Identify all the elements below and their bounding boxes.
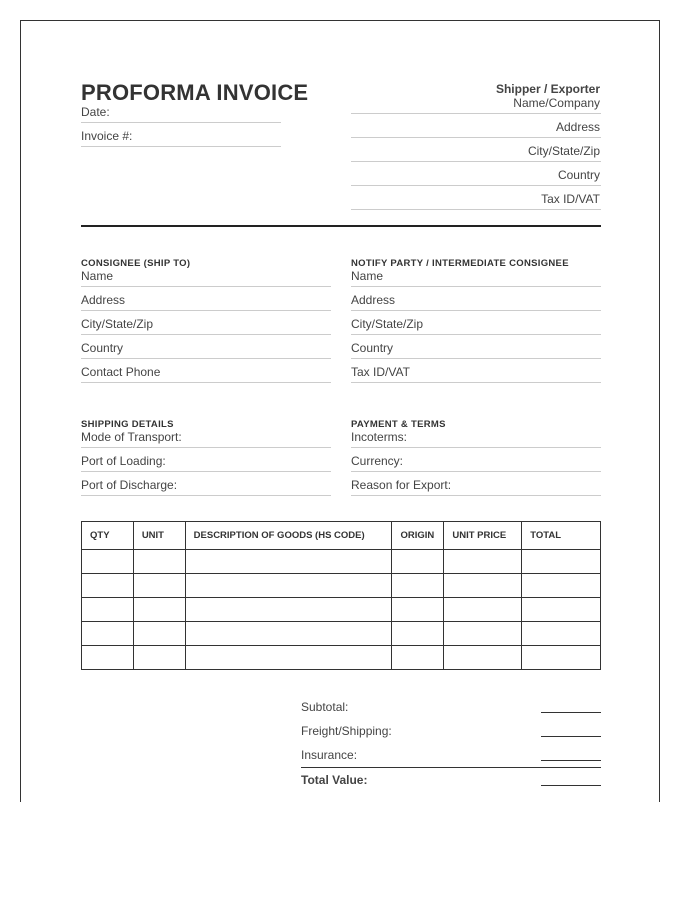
table-cell[interactable] — [522, 598, 601, 622]
consignee-city-label: City/State/Zip — [81, 317, 154, 331]
goods-table-header-row — [82, 522, 601, 550]
table-row — [82, 574, 601, 598]
port-of-loading-line — [81, 471, 331, 472]
table-cell[interactable] — [522, 574, 601, 598]
shipping-details-heading: SHIPPING DETAILS — [81, 419, 174, 430]
table-cell[interactable] — [82, 598, 134, 622]
consignee-city-line — [81, 334, 331, 335]
mode-of-transport-label: Mode of Transport: — [81, 430, 182, 444]
header-divider — [81, 225, 601, 227]
table-cell[interactable] — [82, 622, 134, 646]
table-cell[interactable] — [133, 574, 185, 598]
table-cell[interactable] — [133, 622, 185, 646]
shipper-country-line — [351, 185, 601, 186]
currency-line — [351, 471, 601, 472]
subtotal-label: Subtotal: — [301, 700, 349, 714]
table-cell[interactable] — [444, 550, 522, 574]
notify-country-label: Country — [351, 341, 394, 355]
table-cell[interactable] — [185, 598, 392, 622]
table-cell[interactable] — [444, 622, 522, 646]
table-cell[interactable] — [522, 622, 601, 646]
incoterms-line — [351, 447, 601, 448]
table-cell[interactable] — [392, 646, 444, 670]
table-cell[interactable] — [444, 574, 522, 598]
table-cell[interactable] — [82, 550, 134, 574]
column-header-description: DESCRIPTION OF GOODS (HS CODE) — [185, 522, 392, 550]
table-cell[interactable] — [82, 646, 134, 670]
table-cell[interactable] — [392, 598, 444, 622]
table-cell[interactable] — [133, 550, 185, 574]
incoterms-label: Incoterms: — [351, 430, 408, 444]
port-of-loading-label: Port of Loading: — [81, 454, 166, 468]
notify-name-line — [351, 286, 601, 287]
port-of-discharge-label: Port of Discharge: — [81, 478, 178, 492]
total-value-label: Total Value: — [301, 773, 368, 787]
consignee-address-label: Address — [81, 293, 126, 307]
shipper-name-label: Name/Company — [513, 96, 600, 110]
shipper-address-line — [351, 137, 601, 138]
payment-terms-heading: PAYMENT & TERMS — [351, 419, 446, 430]
consignee-name-label: Name — [81, 269, 114, 283]
shipper-name-line — [351, 113, 601, 114]
subtotal-line[interactable] — [541, 712, 601, 713]
consignee-phone-line — [81, 382, 331, 383]
table-cell[interactable] — [185, 574, 392, 598]
notify-city-line — [351, 334, 601, 335]
invoice-number-label: Invoice #: — [81, 129, 133, 143]
totals-divider — [301, 767, 601, 768]
table-cell[interactable] — [185, 550, 392, 574]
table-cell[interactable] — [444, 646, 522, 670]
freight-shipping-line[interactable] — [541, 736, 601, 737]
shipper-taxid-label: Tax ID/VAT — [541, 192, 600, 206]
table-cell[interactable] — [392, 622, 444, 646]
table-cell[interactable] — [133, 646, 185, 670]
table-cell[interactable] — [133, 598, 185, 622]
goods-table — [81, 521, 601, 670]
table-cell[interactable] — [522, 550, 601, 574]
column-header-qty: QTY — [82, 522, 134, 550]
shipper-city-label: City/State/Zip — [527, 144, 600, 158]
column-header-unit-price: UNIT PRICE — [444, 522, 522, 550]
notify-country-line — [351, 358, 601, 359]
table-cell[interactable] — [392, 550, 444, 574]
notify-address-line — [351, 310, 601, 311]
date-label: Date: — [81, 105, 110, 119]
notify-city-label: City/State/Zip — [351, 317, 424, 331]
table-cell[interactable] — [185, 622, 392, 646]
notify-name-label: Name — [351, 269, 384, 283]
currency-label: Currency: — [351, 454, 404, 468]
consignee-address-line — [81, 310, 331, 311]
page-title: PROFORMA INVOICE — [81, 80, 309, 105]
column-header-unit: UNIT — [133, 522, 185, 550]
port-of-discharge-line — [81, 495, 331, 496]
consignee-name-line — [81, 286, 331, 287]
insurance-line[interactable] — [541, 760, 601, 761]
notify-address-label: Address — [351, 293, 396, 307]
table-row — [82, 646, 601, 670]
notify-party-heading: NOTIFY PARTY / INTERMEDIATE CONSIGNEE — [351, 258, 569, 269]
invoice-number-line — [81, 146, 281, 147]
table-cell[interactable] — [82, 574, 134, 598]
date-line — [81, 122, 281, 123]
notify-taxid-label: Tax ID/VAT — [351, 365, 410, 379]
column-header-origin: ORIGIN — [392, 522, 444, 550]
invoice-page — [20, 20, 660, 802]
table-row — [82, 622, 601, 646]
reason-for-export-line — [351, 495, 601, 496]
shipper-heading: Shipper / Exporter — [495, 82, 600, 96]
consignee-phone-label: Contact Phone — [81, 365, 161, 379]
mode-of-transport-line — [81, 447, 331, 448]
shipper-taxid-line — [351, 209, 601, 210]
table-cell[interactable] — [522, 646, 601, 670]
table-cell[interactable] — [185, 646, 392, 670]
total-value-line[interactable] — [541, 785, 601, 786]
shipper-country-label: Country — [557, 168, 600, 182]
table-row — [82, 598, 601, 622]
consignee-country-line — [81, 358, 331, 359]
freight-shipping-label: Freight/Shipping: — [301, 724, 392, 738]
consignee-country-label: Country — [81, 341, 124, 355]
insurance-label: Insurance: — [301, 748, 358, 762]
notify-taxid-line — [351, 382, 601, 383]
column-header-total: TOTAL — [522, 522, 601, 550]
consignee-heading: CONSIGNEE (SHIP TO) — [81, 258, 191, 269]
table-cell[interactable] — [392, 574, 444, 598]
table-cell[interactable] — [444, 598, 522, 622]
reason-for-export-label: Reason for Export: — [351, 478, 452, 492]
shipper-city-line — [351, 161, 601, 162]
table-row — [82, 550, 601, 574]
shipper-address-label: Address — [555, 120, 600, 134]
